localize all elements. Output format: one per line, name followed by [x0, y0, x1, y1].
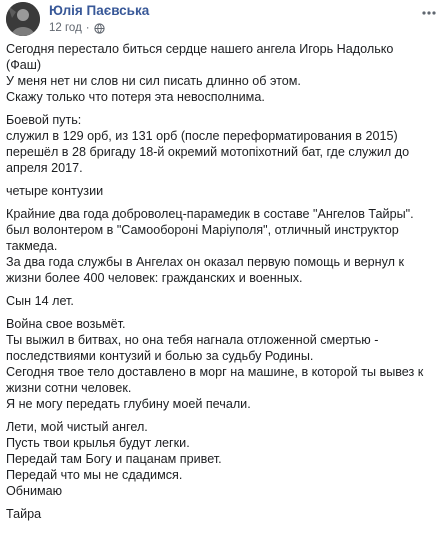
post-text-line: Скажу только что потеря эта невосполнима.	[6, 90, 265, 104]
post-text-line: Пусть твои крылья будут легки.	[6, 436, 190, 450]
post-text-line: Крайние два года доброволец-парамедик в составе "Ангелов Тайры".	[6, 207, 414, 221]
post-paragraph	[6, 506, 440, 522]
post-timestamp[interactable]: 12 год	[49, 22, 82, 34]
post-text-line: (Фаш)	[6, 58, 42, 72]
meta-separator: ·	[85, 22, 90, 34]
post-paragraph	[6, 183, 440, 199]
post-text	[6, 41, 440, 529]
post-paragraph	[6, 41, 440, 105]
post-text-line: служил в 129 орб, из 131 орб (после переформатирования в 2015)	[6, 129, 398, 143]
post-text-line: За два года службы в Ангелах он оказал первую помощь и вернул к	[6, 255, 404, 269]
author-name[interactable]: Юлія Паєвська	[49, 3, 150, 18]
post-text-line: четыре контузии	[6, 184, 104, 198]
globe-icon[interactable]	[94, 23, 105, 34]
post-paragraph	[6, 112, 440, 176]
post-text-line: перешёл в 28 бригаду 18-й окремий мотопіхотний бат, где служил до	[6, 145, 410, 159]
post-text-line: Я не могу передать глубину моей печали.	[6, 397, 251, 411]
post-text-line: Сегодня твое тело доставлено в морг на машине, в которой ты вывез к	[6, 365, 424, 379]
post-text-line: Ты выжил в битвах, но она тебя нагнала отложенной смертью -	[6, 333, 379, 347]
avatar[interactable]	[6, 2, 40, 36]
post-text-line: У меня нет ни слов ни сил писать длинно об этом.	[6, 74, 301, 88]
post-text-line: жизни сотни человек.	[6, 381, 132, 395]
post-text-line: Война свое возьмёт.	[6, 317, 126, 331]
post-text-line: такмеда.	[6, 239, 58, 253]
post-text-line: апреля 2017.	[6, 161, 83, 175]
post-text-line: последствиями контузий и болью за судьбу Родины.	[6, 349, 314, 363]
post-text-line: Обнимаю	[6, 484, 63, 498]
post-text-line: Лети, мой чистый ангел.	[6, 420, 148, 434]
post-text-line: Передай там Богу и пацанам привет.	[6, 452, 222, 466]
post-paragraph	[6, 293, 440, 309]
post-text-line: Боевой путь:	[6, 113, 82, 127]
post-text-line: был волонтером в "Самообороні Маріуполя", отличный инструктор	[6, 223, 399, 237]
post-text-line: жизни более 400 человек: гражданских и военных.	[6, 271, 303, 285]
post-text-line: Тайра	[6, 507, 42, 521]
post-text-line: Сегодня перестало биться сердце нашего ангела Игорь Надолько	[6, 42, 394, 56]
post-paragraph	[6, 419, 440, 499]
post-paragraph	[6, 316, 440, 412]
avatar-image	[6, 2, 40, 36]
more-options-icon[interactable]	[420, 4, 438, 22]
post-meta	[49, 22, 105, 34]
post-header	[0, 0, 444, 40]
post-text-line: Передай что мы не сдадимся.	[6, 468, 183, 482]
post-paragraph	[6, 206, 440, 286]
post-text-line: Сын 14 лет.	[6, 294, 74, 308]
